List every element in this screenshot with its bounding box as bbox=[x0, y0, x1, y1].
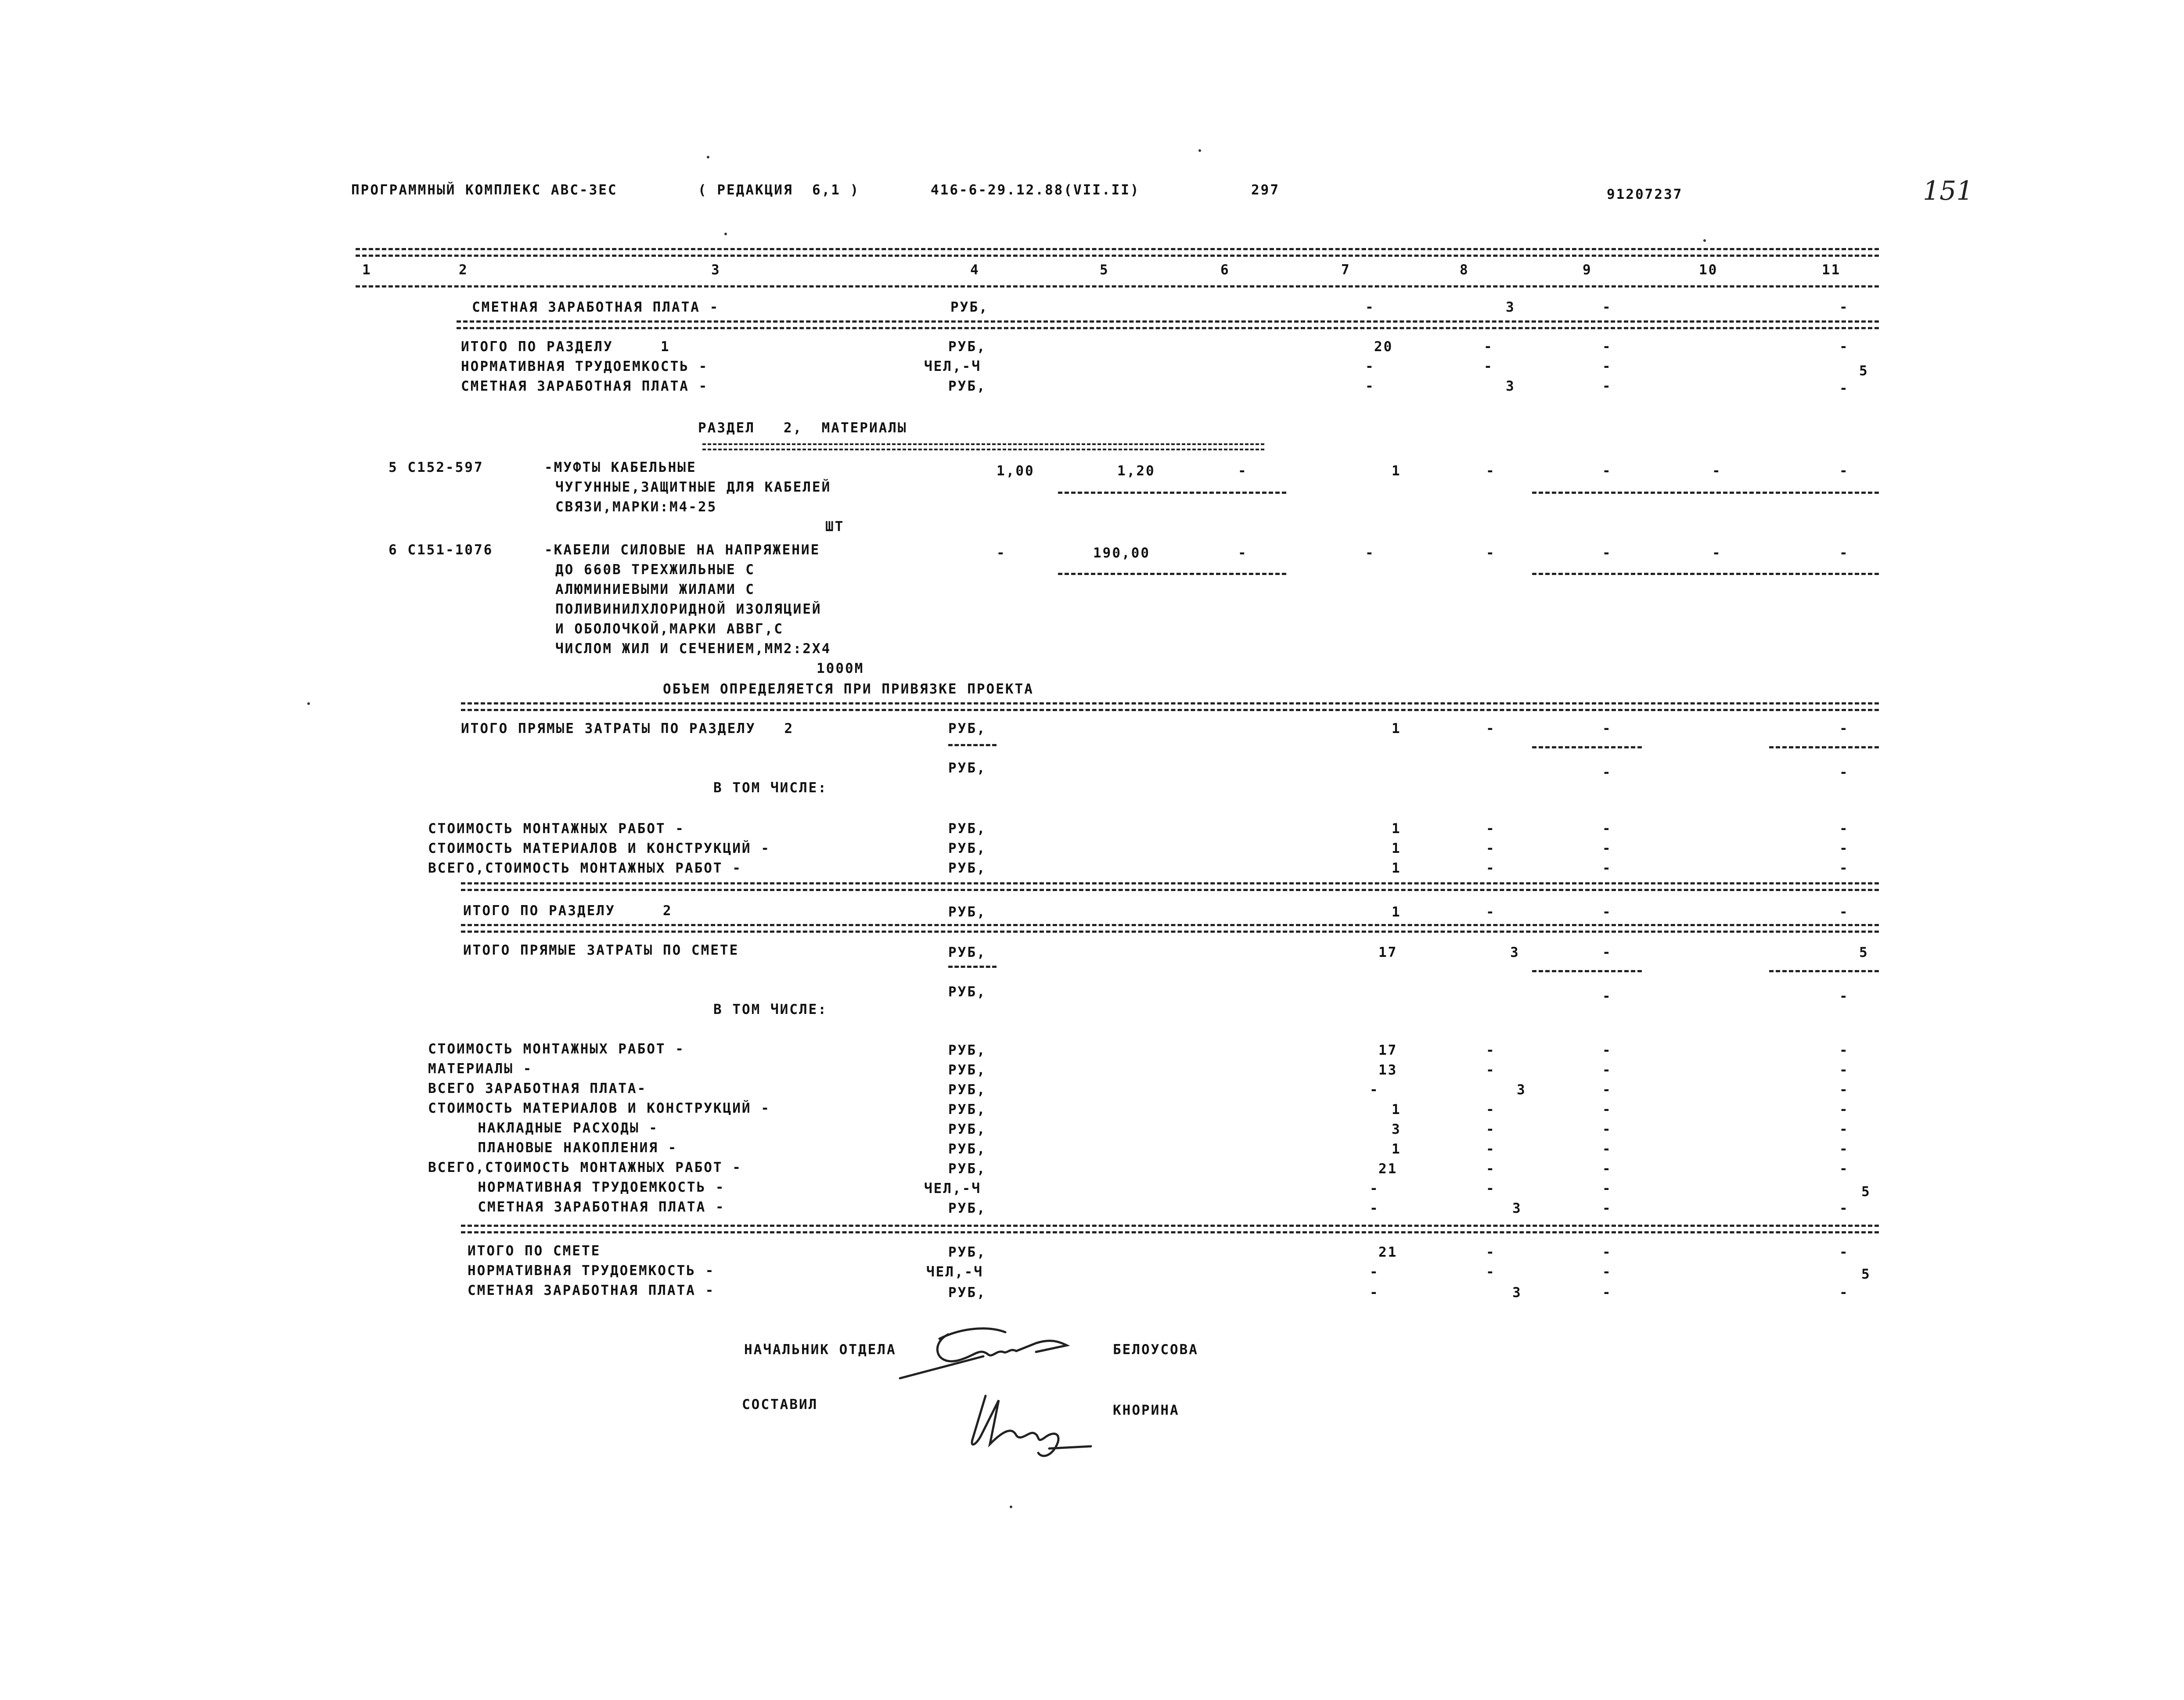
cell-c9: - bbox=[1602, 904, 1612, 920]
row-label: СМЕТНАЯ ЗАРАБОТНАЯ ПЛАТА - bbox=[461, 378, 709, 394]
cell-c7: 1 bbox=[1392, 904, 1401, 920]
cell-c7: 1 bbox=[1392, 1102, 1401, 1118]
row-label: ВСЕГО,СТОИМОСТЬ МОНТАЖНЫХ РАБОТ - bbox=[428, 1160, 742, 1175]
row-unit: РУБ, bbox=[948, 1062, 986, 1078]
cell-c11: - bbox=[1839, 299, 1849, 315]
cell-c4: - bbox=[997, 545, 1006, 561]
cell-c7: - bbox=[1370, 1264, 1379, 1280]
row-label: СМЕТНАЯ ЗАРАБОТНАЯ ПЛАТА - bbox=[459, 1199, 725, 1215]
cell-c11: - bbox=[1839, 765, 1849, 780]
cell-c11: 5 bbox=[1861, 1266, 1871, 1282]
rule bbox=[1769, 970, 1879, 972]
cell-c8: - bbox=[1486, 721, 1496, 737]
row-label: СМЕТНАЯ ЗАРАБОТНАЯ ПЛАТА - bbox=[468, 1283, 715, 1298]
cell-c7: 3 bbox=[1392, 1121, 1401, 1137]
col-5: 5 bbox=[1100, 262, 1109, 278]
cell-c6: - bbox=[1238, 545, 1248, 561]
row-unit: РУБ, bbox=[948, 904, 986, 920]
row-label: СМЕТНАЯ ЗАРАБОТНАЯ ПЛАТА - bbox=[472, 299, 720, 315]
cell-c7: 1 bbox=[1392, 821, 1401, 837]
cell-c9: - bbox=[1602, 359, 1612, 374]
cell-c8: - bbox=[1486, 1102, 1496, 1118]
cell-c11: - bbox=[1839, 1082, 1849, 1098]
item-text-line: -КАБЕЛИ СИЛОВЫЕ НА НАПРЯЖЕНИЕ bbox=[544, 542, 820, 558]
cell-c7: - bbox=[1370, 1082, 1379, 1098]
cell-c11: - bbox=[1839, 463, 1849, 479]
doc-number: 297 bbox=[1251, 182, 1280, 198]
cell-c7: 1 bbox=[1392, 1141, 1401, 1157]
item-text-line: ПОЛИВИНИЛХЛОРИДНОЙ ИЗОЛЯЦИЕЙ bbox=[555, 601, 822, 617]
row-unit: РУБ, bbox=[948, 984, 986, 1000]
cell-c8: 3 bbox=[1510, 945, 1520, 960]
incl-label: В ТОМ ЧИСЛЕ: bbox=[713, 1002, 828, 1017]
author-signature bbox=[959, 1383, 1108, 1466]
scan-speck bbox=[1198, 149, 1201, 152]
row-unit: РУБ, bbox=[948, 1285, 986, 1301]
cell-c9: - bbox=[1602, 721, 1612, 737]
row-unit: ЧЕЛ,-Ч bbox=[924, 359, 981, 374]
cell-c7: 20 bbox=[1374, 339, 1393, 355]
cell-c8: - bbox=[1486, 860, 1496, 876]
row-label: СТОИМОСТЬ МАТЕРИАЛОВ И КОНСТРУКЦИЙ - bbox=[428, 841, 770, 856]
scan-speck bbox=[1703, 239, 1706, 242]
cell-c7: 21 bbox=[1378, 1244, 1398, 1260]
row-unit: РУБ, bbox=[948, 841, 986, 856]
cell-c11: - bbox=[1839, 721, 1849, 737]
row-label: ИТОГО ПРЯМЫЕ ЗАТРАТЫ ПО СМЕТЕ bbox=[463, 942, 739, 958]
col-9: 9 bbox=[1583, 262, 1592, 278]
table-top-rule bbox=[356, 248, 1879, 257]
header-rule bbox=[356, 285, 1879, 288]
cell-c8: 3 bbox=[1506, 299, 1515, 315]
cell-c11: - bbox=[1839, 1244, 1849, 1260]
row-unit: РУБ, bbox=[948, 821, 986, 837]
cell-c8: - bbox=[1486, 1141, 1496, 1157]
cell-c8: - bbox=[1486, 904, 1496, 920]
cell-c8: 3 bbox=[1506, 378, 1515, 394]
cell-c8: - bbox=[1486, 463, 1496, 479]
cell-c9: - bbox=[1602, 299, 1612, 315]
row-unit: РУБ, bbox=[948, 1102, 986, 1118]
cell-c8: 3 bbox=[1517, 1082, 1526, 1098]
row-unit: РУБ, bbox=[950, 299, 989, 315]
cell-c9: - bbox=[1602, 1244, 1612, 1260]
row-unit: РУБ, bbox=[948, 1082, 986, 1098]
cell-c8: - bbox=[1486, 821, 1496, 837]
cell-c11: 5 bbox=[1861, 1184, 1871, 1200]
col-4: 4 bbox=[970, 262, 980, 278]
cell-c7: - bbox=[1370, 1285, 1379, 1301]
cell-c11: 5 bbox=[1859, 363, 1869, 379]
cell-c11: - bbox=[1839, 821, 1849, 837]
cell-c9: - bbox=[1602, 841, 1612, 856]
edition: ( РЕДАКЦИЯ 6,1 ) bbox=[698, 182, 860, 198]
cell-c7: 17 bbox=[1378, 1042, 1398, 1058]
cell-c11: - bbox=[1839, 381, 1849, 396]
cell-c7: 1 bbox=[1392, 841, 1401, 856]
rule bbox=[461, 1225, 1879, 1233]
cell-c7: - bbox=[1365, 545, 1375, 561]
row-label: НОРМАТИВНАЯ ТРУДОЕМКОСТЬ - bbox=[459, 1179, 725, 1195]
item-text-line: АЛЮМИНИЕВЫМИ ЖИЛАМИ С bbox=[555, 582, 755, 597]
cell-c11: - bbox=[1839, 1062, 1849, 1078]
head-title: НАЧАЛЬНИК ОТДЕЛА bbox=[744, 1342, 896, 1358]
head-name: БЕЛОУСОВА bbox=[1113, 1342, 1198, 1358]
col-1: 1 bbox=[362, 262, 372, 278]
item-text-line: ЧУГУННЫЕ,ЗАЩИТНЫЕ ДЛЯ КАБЕЛЕЙ bbox=[555, 479, 831, 495]
cell-c9: - bbox=[1602, 545, 1612, 561]
item-code: 6 С151-1076 bbox=[389, 542, 493, 558]
row-label: ИТОГО ПО РАЗДЕЛУ 1 bbox=[461, 339, 670, 355]
rule bbox=[1532, 573, 1879, 575]
rule bbox=[461, 924, 1879, 933]
rule bbox=[1058, 492, 1286, 494]
cell-c9: - bbox=[1602, 463, 1612, 479]
cell-c7: - bbox=[1370, 1200, 1379, 1216]
row-unit: РУБ, bbox=[948, 1121, 986, 1137]
cell-c7: - bbox=[1370, 1181, 1379, 1197]
cell-c7: 21 bbox=[1378, 1161, 1398, 1177]
cell-c8: - bbox=[1486, 1121, 1496, 1137]
row-unit: РУБ, bbox=[948, 378, 986, 394]
cell-c11: - bbox=[1839, 1042, 1849, 1058]
cell-c9: - bbox=[1602, 1200, 1612, 1216]
cell-c7: 1 bbox=[1392, 860, 1401, 876]
row-label: НОРМАТИВНАЯ ТРУДОЕМКОСТЬ - bbox=[461, 359, 709, 374]
scan-speck bbox=[307, 702, 310, 705]
cell-c7: - bbox=[1365, 359, 1375, 374]
cell-c8: - bbox=[1486, 1244, 1496, 1260]
item-text-line: И ОБОЛОЧКОЙ,МАРКИ АВВГ,С bbox=[555, 621, 784, 637]
row-label: МАТЕРИАЛЫ - bbox=[428, 1061, 533, 1077]
page-mark: 151 bbox=[1923, 176, 1973, 206]
item-unit: 1000М bbox=[817, 661, 864, 676]
row-label: НАКЛАДНЫЕ РАСХОДЫ - bbox=[459, 1120, 658, 1136]
head-signature bbox=[891, 1312, 1093, 1387]
author-title: СОСТАВИЛ bbox=[742, 1397, 818, 1412]
row-label: ПЛАНОВЫЕ НАКОПЛЕНИЯ - bbox=[459, 1140, 678, 1156]
row-unit: РУБ, bbox=[948, 1161, 986, 1177]
row-label: ИТОГО ПО РАЗДЕЛУ 2 bbox=[463, 903, 673, 919]
row-unit: РУБ, bbox=[948, 760, 986, 776]
cell-c11: - bbox=[1839, 1161, 1849, 1177]
row-unit: РУБ, bbox=[948, 1244, 986, 1260]
cell-c9: - bbox=[1602, 1042, 1612, 1058]
row-unit: РУБ, bbox=[948, 1141, 986, 1157]
cell-c9: - bbox=[1602, 765, 1612, 780]
col-10: 10 bbox=[1699, 262, 1718, 278]
row-unit: РУБ, bbox=[948, 1042, 986, 1058]
row-label: ИТОГО ПО СМЕТЕ bbox=[468, 1243, 601, 1259]
cell-c9: - bbox=[1602, 1062, 1612, 1078]
cell-c9: - bbox=[1602, 860, 1612, 876]
cell-c9: - bbox=[1602, 988, 1612, 1004]
cell-c9: - bbox=[1602, 1121, 1612, 1137]
row-unit: ЧЕЛ,-Ч bbox=[926, 1264, 983, 1280]
cell-c9: - bbox=[1602, 1141, 1612, 1157]
cell-c9: - bbox=[1602, 378, 1612, 394]
cell-c9: - bbox=[1602, 1285, 1612, 1301]
doc-ref: 416-6-29.12.88(VII.II) bbox=[931, 182, 1140, 198]
item-text-line: ЧИСЛОМ ЖИЛ И СЕЧЕНИЕМ,ММ2:2Х4 bbox=[555, 641, 831, 657]
cell-c8: - bbox=[1486, 1264, 1496, 1280]
item-text-line: -МУФТЫ КАБЕЛЬНЫЕ bbox=[544, 460, 697, 475]
rule bbox=[1532, 970, 1642, 972]
cell-c7: 13 bbox=[1378, 1062, 1398, 1078]
row-unit: РУБ, bbox=[948, 1200, 986, 1216]
col-7: 7 bbox=[1341, 262, 1351, 278]
row-label: ВСЕГО,СТОИМОСТЬ МОНТАЖНЫХ РАБОТ - bbox=[428, 860, 742, 876]
rule bbox=[461, 702, 1879, 711]
rule bbox=[1058, 573, 1286, 575]
item-text-line: СВЯЗИ,МАРКИ:М4-25 bbox=[555, 499, 717, 515]
row-unit: РУБ, bbox=[948, 339, 986, 355]
cell-c10: - bbox=[1712, 545, 1722, 561]
cell-c9: - bbox=[1602, 1264, 1612, 1280]
cell-c11: - bbox=[1839, 545, 1849, 561]
cell-c11: - bbox=[1839, 1121, 1849, 1137]
cell-c11: - bbox=[1839, 1102, 1849, 1118]
scan-speck bbox=[724, 233, 727, 235]
cell-c8: - bbox=[1486, 1181, 1496, 1197]
cell-c8: - bbox=[1486, 545, 1496, 561]
cell-c11: - bbox=[1839, 841, 1849, 856]
author-name: КНОРИНА bbox=[1113, 1402, 1180, 1418]
cell-c8: - bbox=[1486, 1042, 1496, 1058]
row-label: СТОИМОСТЬ МАТЕРИАЛОВ И КОНСТРУКЦИЙ - bbox=[428, 1100, 770, 1116]
col-11: 11 bbox=[1822, 262, 1841, 278]
row-label: НОРМАТИВНАЯ ТРУДОЕМКОСТЬ - bbox=[468, 1263, 715, 1279]
cell-c7: 17 bbox=[1378, 945, 1398, 960]
cell-c8: - bbox=[1484, 339, 1493, 355]
doc-code: 91207237 bbox=[1607, 187, 1683, 202]
col-8: 8 bbox=[1460, 262, 1469, 278]
cell-c9: - bbox=[1602, 1082, 1612, 1098]
cell-c11: - bbox=[1839, 1141, 1849, 1157]
col-6: 6 bbox=[1220, 262, 1230, 278]
cell-c11: - bbox=[1839, 339, 1849, 355]
cell-c8: 3 bbox=[1512, 1200, 1522, 1216]
cell-c11: - bbox=[1839, 1200, 1849, 1216]
cell-c5: 1,20 bbox=[1117, 463, 1155, 479]
cell-c9: - bbox=[1602, 1181, 1612, 1197]
cell-c11: - bbox=[1839, 904, 1849, 920]
cell-c7: 1 bbox=[1392, 721, 1401, 737]
row-label: ИТОГО ПРЯМЫЕ ЗАТРАТЫ ПО РАЗДЕЛУ 2 bbox=[461, 721, 794, 737]
cell-c8: - bbox=[1486, 1062, 1496, 1078]
cell-c9: - bbox=[1602, 945, 1612, 960]
section-title: РАЗДЕЛ 2, МАТЕРИАЛЫ bbox=[698, 420, 907, 436]
cell-c11: - bbox=[1839, 860, 1849, 876]
cell-c8: - bbox=[1484, 359, 1493, 374]
rule bbox=[457, 320, 1879, 329]
row-unit: ЧЕЛ,-Ч bbox=[924, 1181, 981, 1197]
cell-c7: - bbox=[1365, 299, 1375, 315]
cell-c5: 190,00 bbox=[1093, 545, 1150, 561]
item-code: 5 С152-597 bbox=[389, 460, 484, 475]
cell-c7: 1 bbox=[1392, 463, 1401, 479]
row-label: СТОИМОСТЬ МОНТАЖНЫХ РАБОТ - bbox=[428, 821, 685, 837]
cell-c9: - bbox=[1602, 1102, 1612, 1118]
cell-c9: - bbox=[1602, 1161, 1612, 1177]
cell-c4: 1,00 bbox=[997, 463, 1035, 479]
cell-c11: - bbox=[1839, 1285, 1849, 1301]
cell-c8: - bbox=[1486, 841, 1496, 856]
col-3: 3 bbox=[711, 262, 721, 278]
cell-c10: - bbox=[1712, 463, 1722, 479]
scan-speck bbox=[707, 156, 709, 158]
rule bbox=[1532, 492, 1879, 494]
complex-name: ПРОГРАММНЫЙ КОМПЛЕКС АВС-3ЕС bbox=[351, 182, 618, 198]
rule bbox=[948, 744, 997, 746]
rule bbox=[1532, 746, 1642, 748]
item-unit: ШТ bbox=[825, 519, 845, 535]
section-rule bbox=[702, 443, 1264, 450]
row-label: СТОИМОСТЬ МОНТАЖНЫХ РАБОТ - bbox=[428, 1041, 685, 1057]
cell-c9: - bbox=[1602, 821, 1612, 837]
row-unit: РУБ, bbox=[948, 860, 986, 876]
cell-c11: 5 bbox=[1859, 945, 1869, 960]
cell-c7: - bbox=[1365, 378, 1375, 394]
col-2: 2 bbox=[459, 262, 468, 278]
incl-label: В ТОМ ЧИСЛЕ: bbox=[713, 780, 828, 796]
volume-note: ОБЪЕМ ОПРЕДЕЛЯЕТСЯ ПРИ ПРИВЯЗКЕ ПРОЕКТА bbox=[663, 681, 1034, 697]
row-unit: РУБ, bbox=[948, 945, 986, 960]
rule bbox=[461, 882, 1879, 891]
cell-c8: 3 bbox=[1512, 1285, 1522, 1301]
item-text-line: ДО 660В ТРЕХЖИЛЬНЫЕ С bbox=[555, 562, 755, 578]
scan-speck bbox=[1010, 1506, 1012, 1508]
rule bbox=[1769, 746, 1879, 748]
cell-c9: - bbox=[1602, 339, 1612, 355]
cell-c11: - bbox=[1839, 988, 1849, 1004]
row-label: ВСЕГО ЗАРАБОТНАЯ ПЛАТА- bbox=[428, 1081, 647, 1096]
rule bbox=[948, 966, 997, 968]
cell-c6: - bbox=[1238, 463, 1248, 479]
row-unit: РУБ, bbox=[948, 721, 986, 737]
cell-c8: - bbox=[1486, 1161, 1496, 1177]
